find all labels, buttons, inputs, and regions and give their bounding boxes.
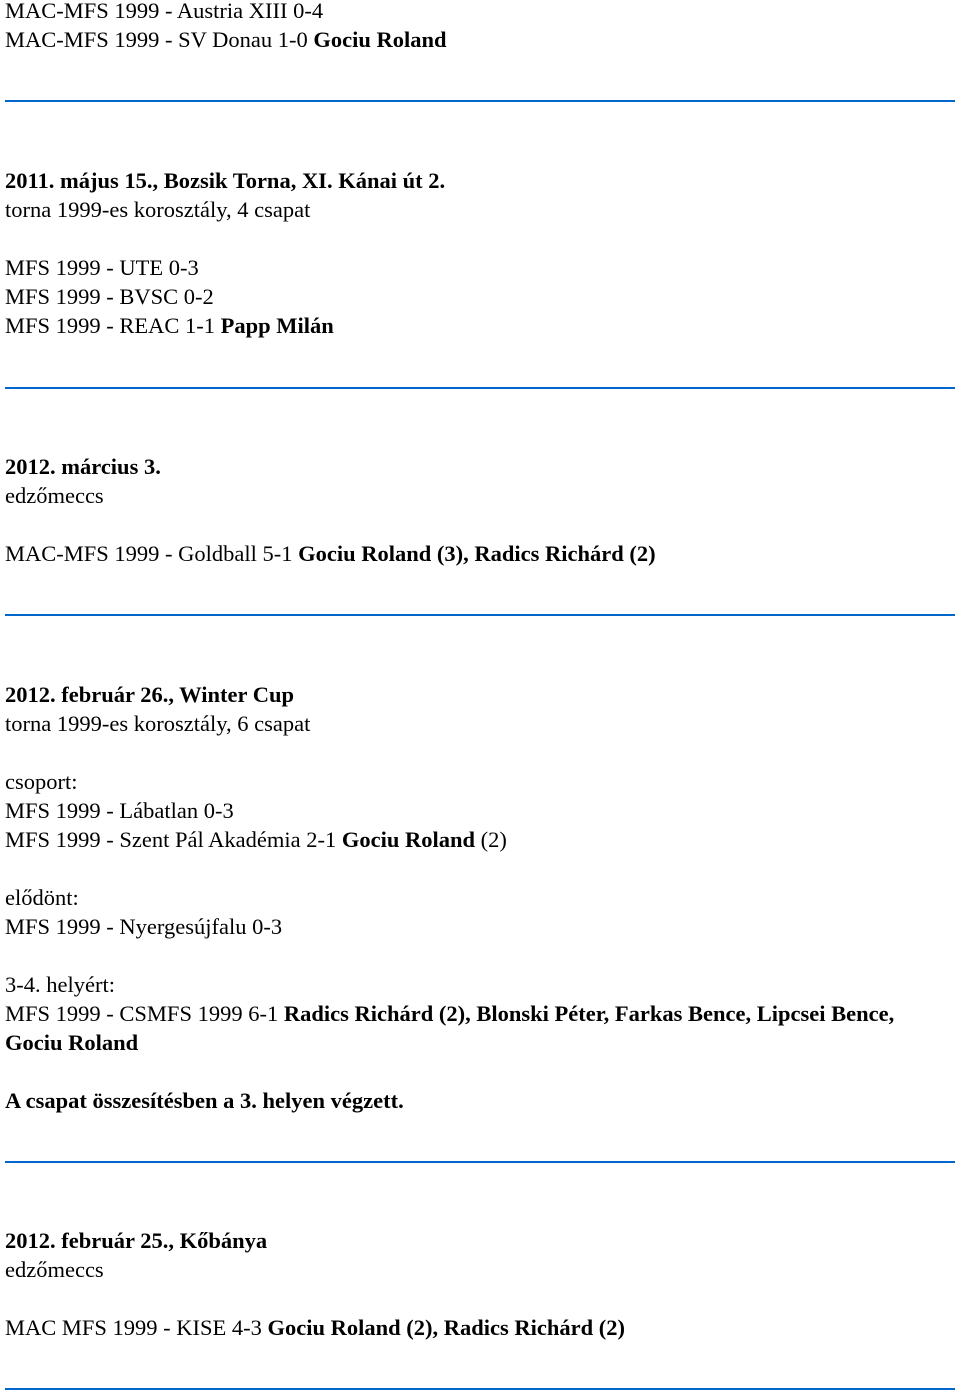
section-divider	[5, 1388, 955, 1390]
scorer: Gociu Roland (3), Radics Richárd (2)	[298, 541, 656, 566]
match-line: MFS 1999 - REAC 1-1 Papp Milán	[5, 313, 334, 338]
match-line: MFS 1999 - Nyergesújfalu 0-3	[5, 914, 283, 939]
intro-match-2	[5, 25, 955, 54]
stage-label: csoport:	[5, 769, 78, 794]
match-line: MFS 1999 - Szent Pál Akadémia 2-1 Gociu Roland (2)	[5, 827, 507, 852]
summary: A csapat összesítésben a 3. helyen végzett.	[5, 1088, 404, 1113]
match-line: MAC-MFS 1999 - Goldball 5-1 Gociu Roland (3), Radics Richárd (2)	[5, 541, 656, 566]
intro-match-1: MAC-MFS 1999 - Austria XIII 0-4	[5, 0, 324, 23]
document	[5, 0, 955, 1390]
scorer: Gociu Roland	[313, 27, 447, 52]
event-title: 2012. február 25., Kőbánya	[5, 1228, 268, 1253]
scorer: Papp Milán	[220, 313, 334, 338]
event-title: 2012. február 26., Winter Cup	[5, 682, 294, 707]
scorer: Gociu Roland	[341, 827, 476, 852]
stage-label: 3-4. helyért:	[5, 972, 115, 997]
scorer: Gociu Roland (2), Radics Richárd (2)	[267, 1315, 626, 1340]
event-title: 2012. március 3.	[5, 454, 161, 479]
event-subtitle: edzőmeccs	[5, 1257, 104, 1282]
match-line: MAC MFS 1999 - KISE 4-3 Gociu Roland (2), Radics Richárd (2)	[5, 1315, 626, 1340]
event-title: 2011. május 15., Bozsik Torna, XI. Kánai út 2.	[5, 168, 446, 193]
scorer: Radics Richárd (2), Blonski Péter, Farkas Bence, Lipcsei Bence, Gociu Roland	[5, 1001, 895, 1055]
stage-label: elődönt:	[5, 885, 79, 910]
event-subtitle: torna 1999-es korosztály, 4 csapat	[5, 197, 311, 222]
match-line: MFS 1999 - CSMFS 1999 6-1 Radics Richárd (2), Blonski Péter, Farkas Bence, Lipcsei Bence, Gociu Roland	[5, 1001, 895, 1055]
match-line: MFS 1999 - Lábatlan 0-3	[5, 798, 234, 823]
event-subtitle: torna 1999-es korosztály, 6 csapat	[5, 711, 311, 736]
match-line: MFS 1999 - UTE 0-3	[5, 255, 199, 280]
event-subtitle: edzőmeccs	[5, 483, 104, 508]
match-text: MAC-MFS 1999 - SV Donau 1-0	[5, 27, 314, 52]
match-line: MFS 1999 - BVSC 0-2	[5, 284, 214, 309]
